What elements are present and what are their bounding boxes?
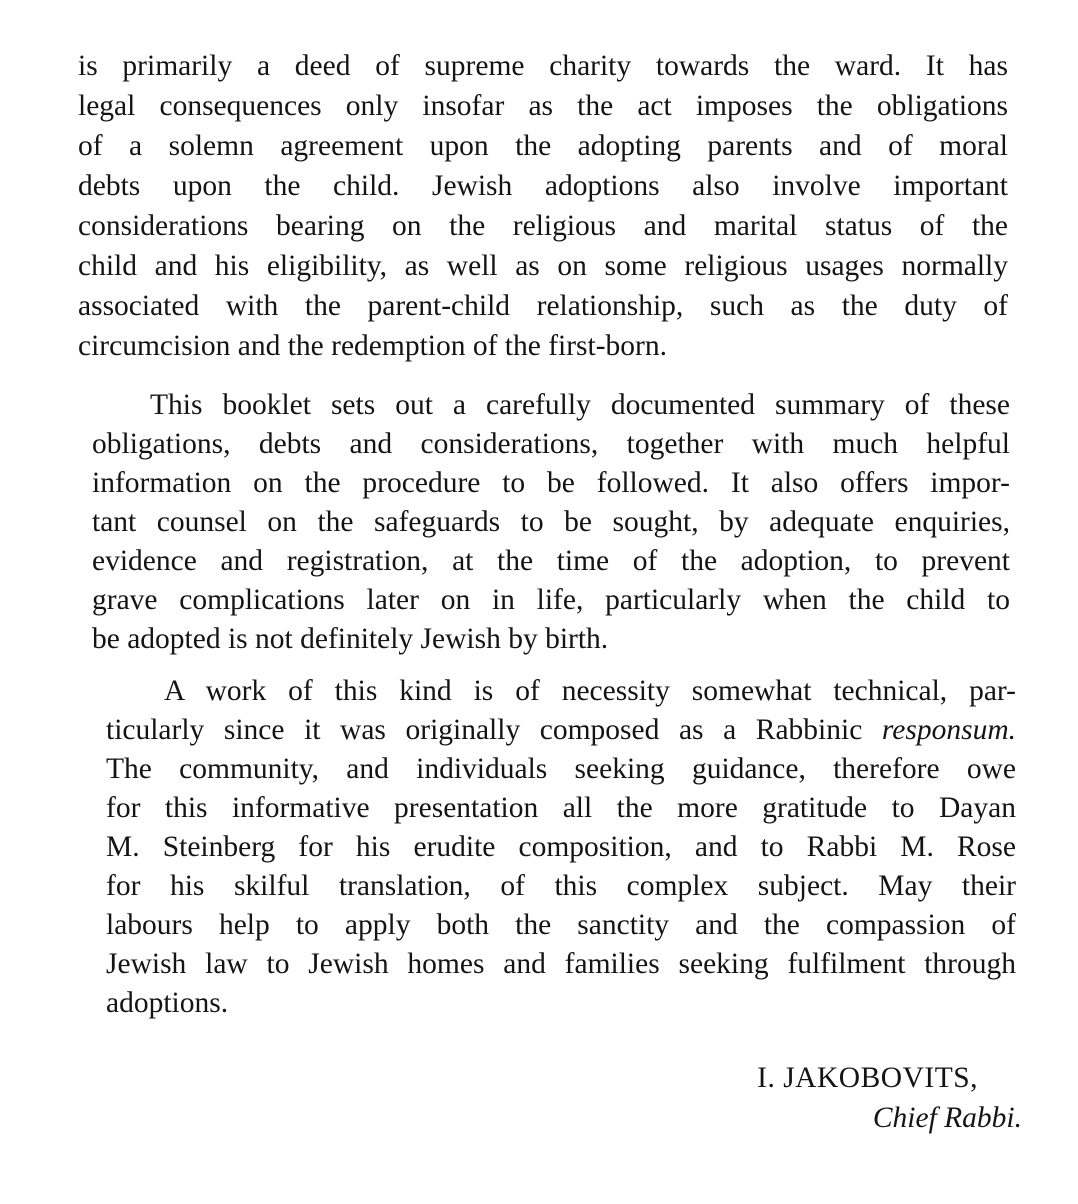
paragraph-line [106,672,1016,711]
signature-title: Chief Rabbi. [872,1102,1022,1134]
paragraph-line: for his skilful translation, of this complex subject. May their [106,870,1016,902]
paragraph-line: information on the procedure to be followed. It also offers impor- [92,467,1010,499]
paragraph-line: considerations bearing on the religious and marital status of the [78,210,1008,242]
paragraph-line [92,386,1010,425]
paragraph-line: associated with the parent-child relationship, such as the duty of [78,290,1008,322]
paragraph-line: of a solemn agreement upon the adopting parents and of moral [78,130,1008,162]
paragraph-line: Jewish law to Jewish homes and families seeking fulfilment through [106,948,1016,980]
paragraph-line [106,711,1016,750]
italic-term-responsum: responsum. [881,714,1016,746]
paragraph-line-text: A work of this kind is of necessity somewhat technical, par- [164,675,1016,707]
paragraph-line: child and his eligibility, as well as on some religious usages normally [78,250,1008,282]
paragraph-line: for this informative presentation all the more gratitude to Dayan [106,792,1016,824]
paragraph-line: grave complications later on in life, particularly when the child to [92,584,1010,616]
paragraph-line: obligations, debts and considerations, together with much helpful [92,428,1010,460]
paragraph-line: circumcision and the redemption of the first-born. [78,330,668,362]
paragraph-2 [92,386,1010,659]
signature-name: I. JAKOBOVITS, [757,1062,978,1094]
paragraph-line-text: ticularly since it was originally composed as a Rabbinic [106,714,882,746]
paragraph-1 [78,46,1008,366]
paragraph-line: The community, and individuals seeking guidance, therefore owe [106,753,1016,785]
paragraph-line: evidence and registration, at the time of the adoption, to prevent [92,545,1010,577]
paragraph-line: is primarily a deed of supreme charity towards the ward. It has [78,50,1008,82]
paragraph-line: M. Steinberg for his erudite composition, and to Rabbi M. Rose [106,831,1016,863]
paragraph-line: tant counsel on the safeguards to be sought, by adequate enquiries, [92,506,1010,538]
paragraph-line: legal consequences only insofar as the act imposes the obligations [78,90,1008,122]
paragraph-line: adoptions. [106,987,229,1019]
paragraph-line: be adopted is not definitely Jewish by birth. [92,623,609,655]
paragraph-line: labours help to apply both the sanctity and the compassion of [106,909,1016,941]
paragraph-3 [106,672,1016,1023]
paragraph-line: debts upon the child. Jewish adoptions also involve important [78,170,1008,202]
signature-block [757,1058,1022,1138]
paragraph-line-text: This booklet sets out a carefully documented summary of these [150,389,1010,421]
